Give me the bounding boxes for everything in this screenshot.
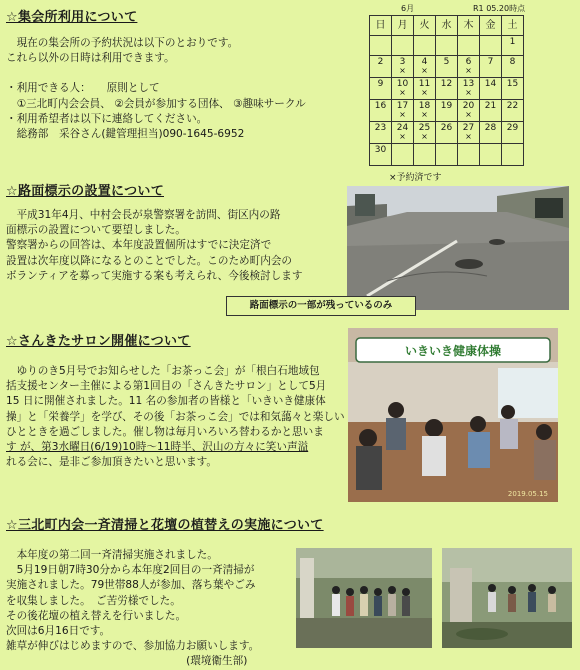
calendar-day-cell — [480, 122, 502, 144]
calendar-week-row — [370, 100, 524, 122]
calendar-day-cell — [370, 56, 392, 78]
text-line: 5月19日朝7時30分から本年度2回目の一斉清掃が — [6, 564, 255, 577]
calendar-day-cell — [502, 36, 524, 56]
cleanup-photo-right-image — [442, 548, 572, 648]
reservation-calendar — [369, 2, 533, 183]
road-photo — [347, 186, 569, 310]
calendar-day-number: 21 — [484, 101, 497, 111]
calendar-day-number: 12 — [440, 79, 453, 89]
section-body-salon — [6, 364, 345, 470]
calendar-day-cell — [480, 144, 502, 166]
calendar-date-stamp: R1 05.20時点 — [473, 4, 526, 13]
calendar-day-number: 7 — [487, 57, 494, 67]
calendar-day-cell — [370, 100, 392, 122]
road-photo-caption: 路面標示の一部が残っているのみ — [226, 296, 416, 316]
calendar-day-cell — [436, 100, 458, 122]
calendar-legend: ×予約済です — [389, 173, 442, 183]
calendar-month: 6月 — [401, 4, 415, 13]
calendar-week-row — [370, 122, 524, 144]
reserved-mark: × — [421, 132, 428, 141]
calendar-day-number: 30 — [374, 145, 387, 155]
calendar-day-cell — [458, 100, 480, 122]
calendar-day-number: 28 — [484, 123, 497, 133]
calendar-day-cell — [480, 36, 502, 56]
calendar-week-row — [370, 36, 524, 56]
reserved-mark: × — [465, 66, 472, 75]
reserved-mark: × — [421, 110, 428, 119]
text-line: ゆりのき5月号でお知らせした「お茶っこ会」が「根白石地域包 — [6, 365, 320, 377]
calendar-day-cell — [502, 100, 524, 122]
calendar-week-row — [370, 78, 524, 100]
text-line: 雑草が伸びはじめますので、参加協力お願いします。 — [6, 640, 260, 653]
weekday-header: 金 — [480, 16, 502, 36]
text-line: 警察署からの回答は、本年度設置個所はすでに決定済で — [6, 239, 272, 252]
text-line: ・利用希望者は以下に連絡してください。 — [6, 112, 208, 125]
calendar-day-cell — [436, 122, 458, 144]
salon-photo-image — [348, 328, 558, 502]
calendar-weeks — [370, 36, 524, 166]
section-body-hall — [6, 36, 306, 142]
text-line: ・利用できる人： 原則として — [6, 82, 160, 95]
calendar-day-number: 10 — [396, 79, 409, 89]
calendar-day-number: 11 — [418, 79, 431, 89]
calendar-day-cell — [436, 56, 458, 78]
calendar-day-cell — [392, 100, 414, 122]
text-line: 実施されました。79世帯88人が参加、落ち葉やごみ — [6, 579, 256, 592]
road-photo-image — [347, 186, 569, 310]
calendar-day-cell — [436, 36, 458, 56]
calendar-day-cell — [458, 144, 480, 166]
reserved-mark: × — [465, 132, 472, 141]
calendar-grid — [369, 15, 524, 166]
calendar-day-number: 2 — [377, 57, 384, 67]
calendar-day-cell — [458, 122, 480, 144]
calendar-day-cell — [414, 36, 436, 56]
calendar-day-cell — [436, 78, 458, 100]
text-line: (環境衛生部) — [6, 655, 248, 668]
reserved-mark: × — [399, 110, 406, 119]
calendar-day-cell — [414, 78, 436, 100]
text-line: ①三北町内会会員、 ②会員が参加する団体、 ③趣味サークル — [6, 97, 306, 110]
text-line: れる会に、是非ご参加頂きたいと思います。 — [6, 456, 218, 469]
reserved-mark: × — [465, 110, 472, 119]
calendar-day-number: 18 — [418, 101, 431, 111]
calendar-day-cell — [370, 144, 392, 166]
section-body-road-marking — [6, 208, 302, 284]
calendar-day-number: 16 — [374, 101, 387, 111]
text-line: 括支援センター主催による第1回目の「さんきたサロン」として5月 — [6, 380, 327, 393]
text-line: 現在の集会所の予約状況は以下のとおりです。 — [6, 37, 239, 49]
calendar-day-cell — [502, 56, 524, 78]
cleanup-photo-left — [296, 548, 432, 648]
reserved-mark: × — [421, 88, 428, 97]
calendar-day-number: 6 — [465, 57, 472, 67]
text-line: 操」と「栄養学」を学び、その後「お茶っこ会」では和気藹々と楽しい — [6, 410, 345, 423]
calendar-day-number: 24 — [396, 123, 409, 133]
reserved-mark: × — [465, 88, 472, 97]
text-line — [6, 66, 306, 81]
calendar-day-number: 4 — [421, 57, 428, 67]
calendar-day-cell — [502, 78, 524, 100]
cleanup-photo-right — [442, 548, 572, 648]
calendar-day-number: 22 — [506, 101, 519, 111]
calendar-day-number: 17 — [396, 101, 409, 111]
weekday-header: 火 — [414, 16, 436, 36]
text-line: ひとときを過ごしました。催し物は毎月いろいろ替わるかと思いま — [6, 425, 324, 438]
text-line: を収集しました。 ご苦労様でした。 — [6, 594, 181, 607]
section-heading-road-marking: ☆路面標示の設置について — [6, 184, 164, 199]
weekday-header: 土 — [502, 16, 524, 36]
calendar-day-number: 19 — [440, 101, 453, 111]
text-line: これら以外の日時は利用できます。 — [6, 52, 175, 65]
section-heading-cleanup: ☆三北町内会一斉清掃と花壇の植替えの実施について — [6, 518, 324, 533]
calendar-day-cell — [458, 56, 480, 78]
calendar-day-number: 9 — [377, 79, 384, 89]
text-line: その後花壇の植え替えを行いました。 — [6, 609, 187, 622]
calendar-day-number: 20 — [462, 101, 475, 111]
text-line: 15 日に開催されました。11 名の参加者の皆様と「いきいき健康体 — [6, 395, 326, 408]
calendar-day-number: 27 — [462, 123, 475, 133]
calendar-day-number: 26 — [440, 123, 453, 133]
text-line: す が、第3水曜日(6/19)10時～11時半、沢山の方々に笑い声溢 — [6, 441, 309, 454]
calendar-day-cell — [458, 78, 480, 100]
calendar-day-cell — [392, 144, 414, 166]
calendar-day-number: 1 — [509, 37, 516, 47]
calendar-day-cell — [414, 144, 436, 166]
calendar-day-cell — [370, 78, 392, 100]
reserved-mark: × — [421, 66, 428, 75]
weekday-header: 日 — [370, 16, 392, 36]
text-line: 総務部 采谷さん(鍵管理担当)090-1645-6952 — [6, 128, 245, 141]
calendar-day-cell — [502, 144, 524, 166]
calendar-day-number: 3 — [399, 57, 406, 67]
section-heading-hall: ☆集会所利用について — [6, 10, 138, 25]
calendar-day-cell — [480, 56, 502, 78]
calendar-day-cell — [392, 36, 414, 56]
calendar-day-cell — [370, 36, 392, 56]
salon-photo — [348, 328, 558, 502]
reserved-mark: × — [399, 88, 406, 97]
cleanup-photo-left-image — [296, 548, 432, 648]
calendar-day-number: 25 — [418, 123, 431, 133]
calendar-day-number: 15 — [506, 79, 519, 89]
text-line: 設置は次年度以降になるとのことでした。このため町内会の — [6, 254, 293, 267]
reserved-mark: × — [399, 132, 406, 141]
photo-banner-text: いきいき健康体操 — [404, 344, 502, 358]
calendar-day-number: 29 — [506, 123, 519, 133]
calendar-day-cell — [414, 56, 436, 78]
text-line: 本年度の第二回一斉清掃実施されました。 — [6, 549, 218, 561]
calendar-day-number: 8 — [509, 57, 516, 67]
calendar-day-cell — [370, 122, 392, 144]
text-line: 平成31年4月、中村会長が泉警察署を訪問、街区内の路 — [6, 209, 281, 221]
section-body-cleanup — [6, 548, 259, 670]
calendar-day-cell — [458, 36, 480, 56]
calendar-day-cell — [414, 100, 436, 122]
weekday-header: 月 — [392, 16, 414, 36]
section-heading-salon: ☆さんきたサロン開催について — [6, 334, 191, 349]
reserved-mark: × — [399, 66, 406, 75]
photo-date-stamp: 2019.05.15 — [507, 490, 548, 498]
calendar-day-cell — [436, 144, 458, 166]
calendar-day-cell — [480, 100, 502, 122]
calendar-day-cell — [392, 78, 414, 100]
calendar-week-row — [370, 56, 524, 78]
calendar-day-cell — [480, 78, 502, 100]
calendar-day-cell — [414, 122, 436, 144]
calendar-day-number: 14 — [484, 79, 497, 89]
calendar-day-cell — [392, 122, 414, 144]
calendar-day-cell — [392, 56, 414, 78]
text-line: 次回は6月16日です。 — [6, 625, 111, 638]
calendar-day-number: 5 — [443, 57, 450, 67]
calendar-week-row — [370, 144, 524, 166]
calendar-day-cell — [502, 122, 524, 144]
text-line: 面標示の設置について要望しました。 — [6, 224, 186, 237]
calendar-day-number: 23 — [374, 123, 387, 133]
weekday-header: 水 — [436, 16, 458, 36]
text-line: ボランティアを募って実施する案も考えられ、今後検討します — [6, 269, 303, 282]
weekday-header: 木 — [458, 16, 480, 36]
calendar-day-number: 13 — [462, 79, 475, 89]
